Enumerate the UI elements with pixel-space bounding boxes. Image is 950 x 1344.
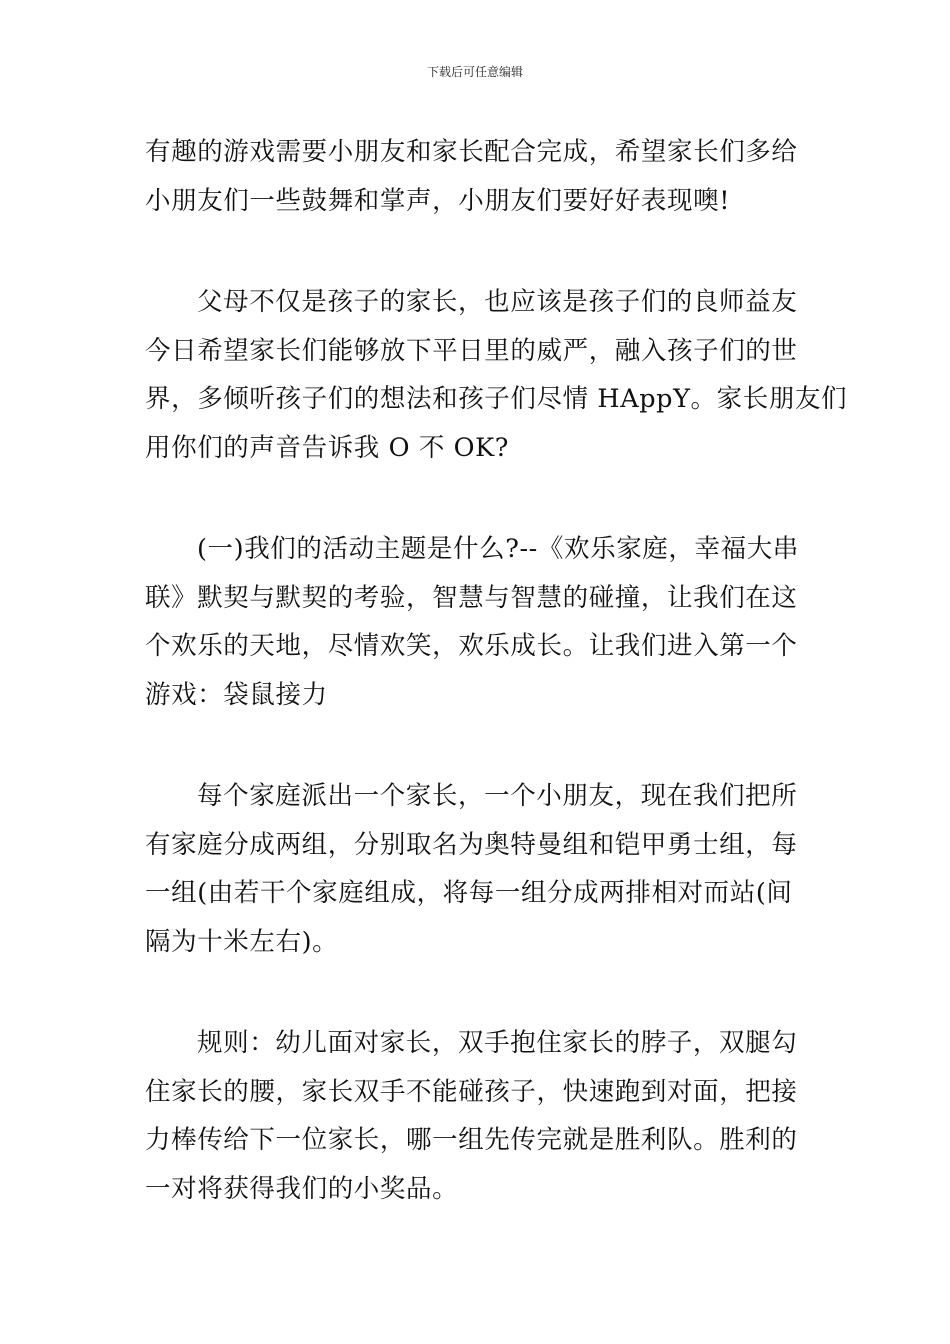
text-line: 父母不仅是孩子的家长，也应该是孩子们的良师益友 xyxy=(197,287,798,317)
text-line: 联》默契与默契的考验，智慧与智慧的碰撞，让我们在这 xyxy=(145,582,798,613)
text-line: 界，多倾听孩子们的想法和孩子们尽情 HAppY。家长朋友们 xyxy=(145,384,848,414)
text-line: 每个家庭派出一个家长，一个小朋友，现在我们把所 xyxy=(197,781,798,811)
text-line: 隔为十米左右)。 xyxy=(145,926,339,957)
paragraph-gap xyxy=(145,472,809,525)
text-line: 有趣的游戏需要小朋友和家长配合完成，希望家长们多给 xyxy=(145,137,798,167)
text-line: (一)我们的活动主题是什么?--《欢乐家庭，幸福大串 xyxy=(197,534,799,564)
text-line: 一组(由若干个家庭组成，将每一组分成两排相对而站(间 xyxy=(145,878,793,908)
page-header: 下载后可任意编辑 xyxy=(426,65,523,79)
text-line: 用你们的声音告诉我 O 不 OK? xyxy=(145,432,510,463)
paragraph-gap xyxy=(145,719,809,772)
text-line: 住家长的腰，家长双手不能碰孩子，快速跑到对面，把接 xyxy=(145,1076,798,1107)
paragraph-gap xyxy=(145,966,809,1019)
paragraph-teams xyxy=(145,772,809,966)
text-line: 游戏：袋鼠接力 xyxy=(145,679,328,710)
text-line: 规则：幼儿面对家长，双手抱住家长的脖子，双腿勾 xyxy=(197,1028,798,1058)
text-line: 个欢乐的天地，尽情欢笑，欢乐成长。让我们进入第一个 xyxy=(145,631,798,661)
paragraph-theme xyxy=(145,525,809,719)
document-body xyxy=(145,128,848,1213)
text-line: 力棒传给下一位家长，哪一组先传完就是胜利队。胜利的 xyxy=(145,1125,798,1155)
paragraph-rules xyxy=(145,1019,809,1213)
text-line: 今日希望家长们能够放下平日里的威严，融入孩子们的世 xyxy=(145,335,798,366)
text-line: 一对将获得我们的小奖品。 xyxy=(145,1173,459,1204)
paragraph-intro xyxy=(145,128,809,225)
text-line: 有家庭分成两组，分别取名为奥特曼组和铠甲勇士组，每 xyxy=(145,829,798,860)
paragraph-gap xyxy=(145,225,809,278)
text-line: 小朋友们一些鼓舞和掌声，小朋友们要好好表现噢! xyxy=(145,185,731,216)
paragraph-parents xyxy=(145,278,848,472)
